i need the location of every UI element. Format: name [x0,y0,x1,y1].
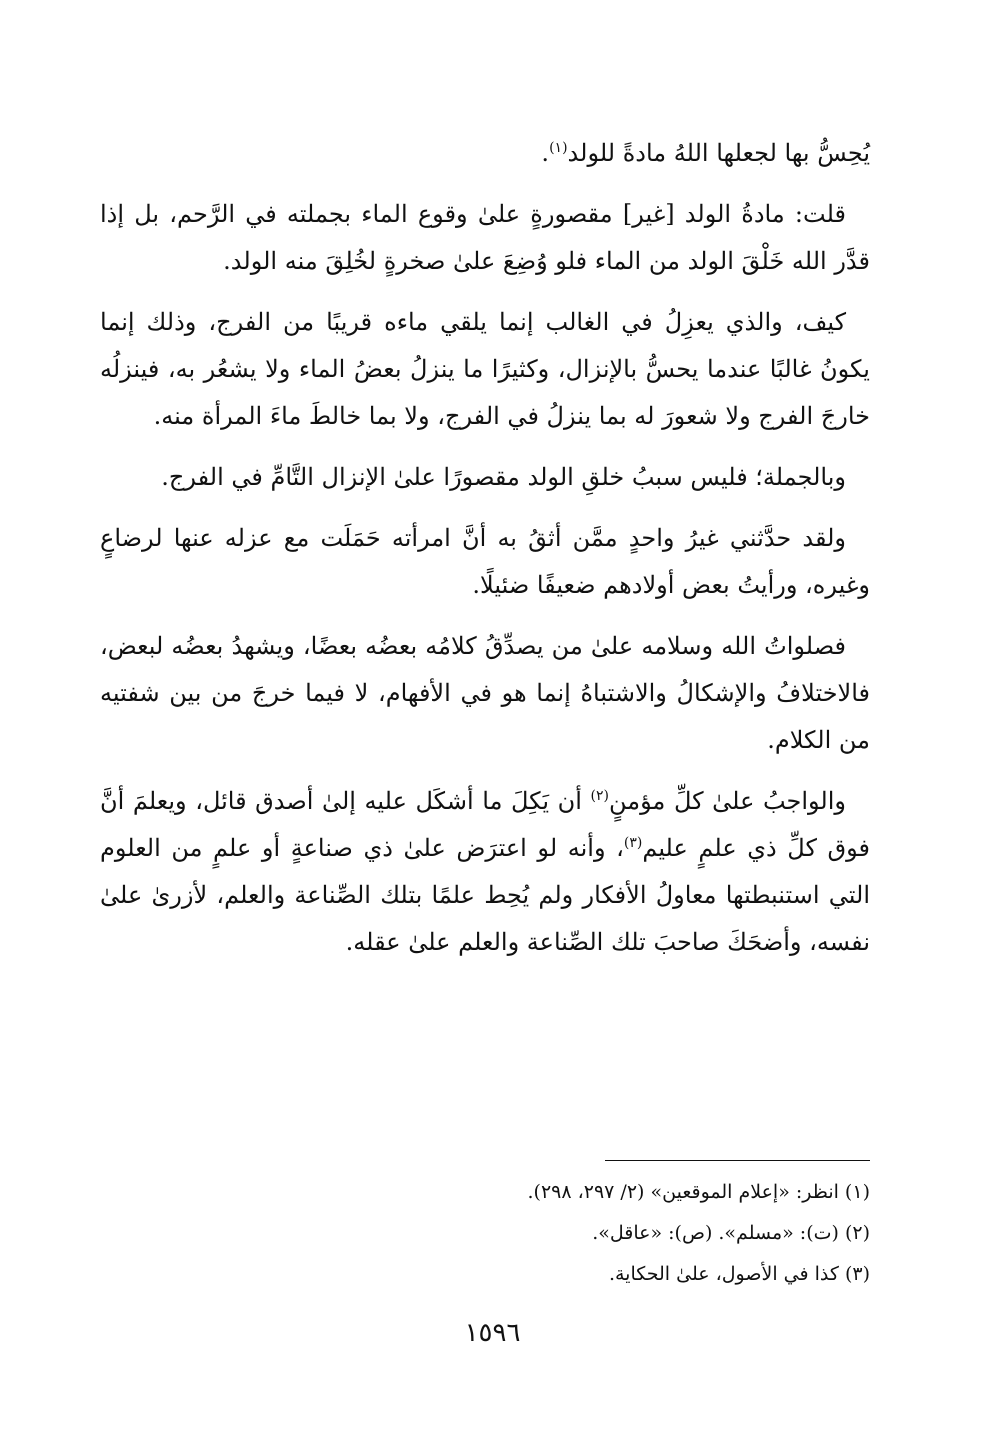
page-body [100,130,870,980]
paragraph-7-text-b: أن يَكِلَ ما أشكَل عليه إلىٰ أصدق قائل، ويعلمَ أنَّ فوق كلِّ ذي علمٍ عليم [100,787,870,862]
paragraph-1-tail: . [541,139,550,167]
paragraph-6: فصلواتُ الله وسلامه علىٰ من يصدِّقُ كلامُه بعضُه بعضًا، ويشهدُ بعضُه لبعض، فالاختلافُ والإشكالُ والاشتباهُ إنما هو في الأفهام، لا فيما خرجَ من بين شفتيه من الكلام. [100,632,870,754]
footnotes [370,1172,870,1295]
paragraph-7-text-c: ، وأنه لو اعترَض علىٰ ذي صناعةٍ أو علمٍ من العلوم التي استنبطتها معاولُ الأفكار ولم يُحِط علمًا بتلك الصِّناعة والعلم، لأزرىٰ علىٰ نفسه، وأضحَكَ صاحبَ تلك الصِّناعة والعلم علىٰ عقله. [100,834,870,956]
footnote-ref-2: (٢) [590,788,609,804]
page-number: ١٥٩٦ [464,1318,521,1348]
footnote-3: (٣) كذا في الأصول، علىٰ الحكاية. [608,1263,870,1285]
footnote-separator [605,1160,870,1161]
footnote-2: (٢) (ت): «مسلم». (ص): «عاقل». [592,1222,870,1244]
paragraph-2: قلت: مادةُ الولد [غير] مقصورةٍ علىٰ وقوع الماء بجملته في الرَّحم، بل إذا قدَّر الله خَلْقَ الولد من الماء فلو وُضِعَ علىٰ صخرةٍ لخُلِقَ منه الولد. [100,200,870,275]
footnote-ref-1: (١) [549,140,568,156]
footnote-ref-3: (٣) [623,835,643,851]
footnote-1: (١) انظر: «إعلام الموقعين» (٢/ ٢٩٧، ٢٩٨). [527,1181,870,1203]
paragraph-4: وبالجملة؛ فليس سببُ خلقِ الولد مقصورًا علىٰ الإنزال التَّامِّ في الفرج. [161,463,846,491]
paragraph-1-text: يُحِسُّ بها لجعلها اللهُ مادةً للولد [567,139,870,167]
paragraph-7 [100,778,870,966]
paragraph-5: ولقد حدَّثني غيرُ واحدٍ ممَّن أثقُ به أنَّ امرأته حَمَلَت مع عزله عنها لرضاعٍ وغيره، ورأيتُ بعض أولادهم ضعيفًا ضئيلًا. [100,524,870,599]
paragraph-7-text-a: والواجبُ علىٰ كلِّ مؤمنٍ [609,787,846,815]
paragraph-1 [100,130,870,177]
paragraph-3: كيف، والذي يعزِلُ في الغالب إنما يلقي ماءه قريبًا من الفرج، وذلك إنما يكونُ غالبًا عندما يحسُّ بالإنزال، وكثيرًا ما ينزلُ بعضُ الماء ولا يشعُر به، فينزلُه خارجَ الفرج ولا شعورَ له بما ينزلُ في الفرج، ولا بما خالطَ ماءَ المرأة منه. [100,308,870,430]
